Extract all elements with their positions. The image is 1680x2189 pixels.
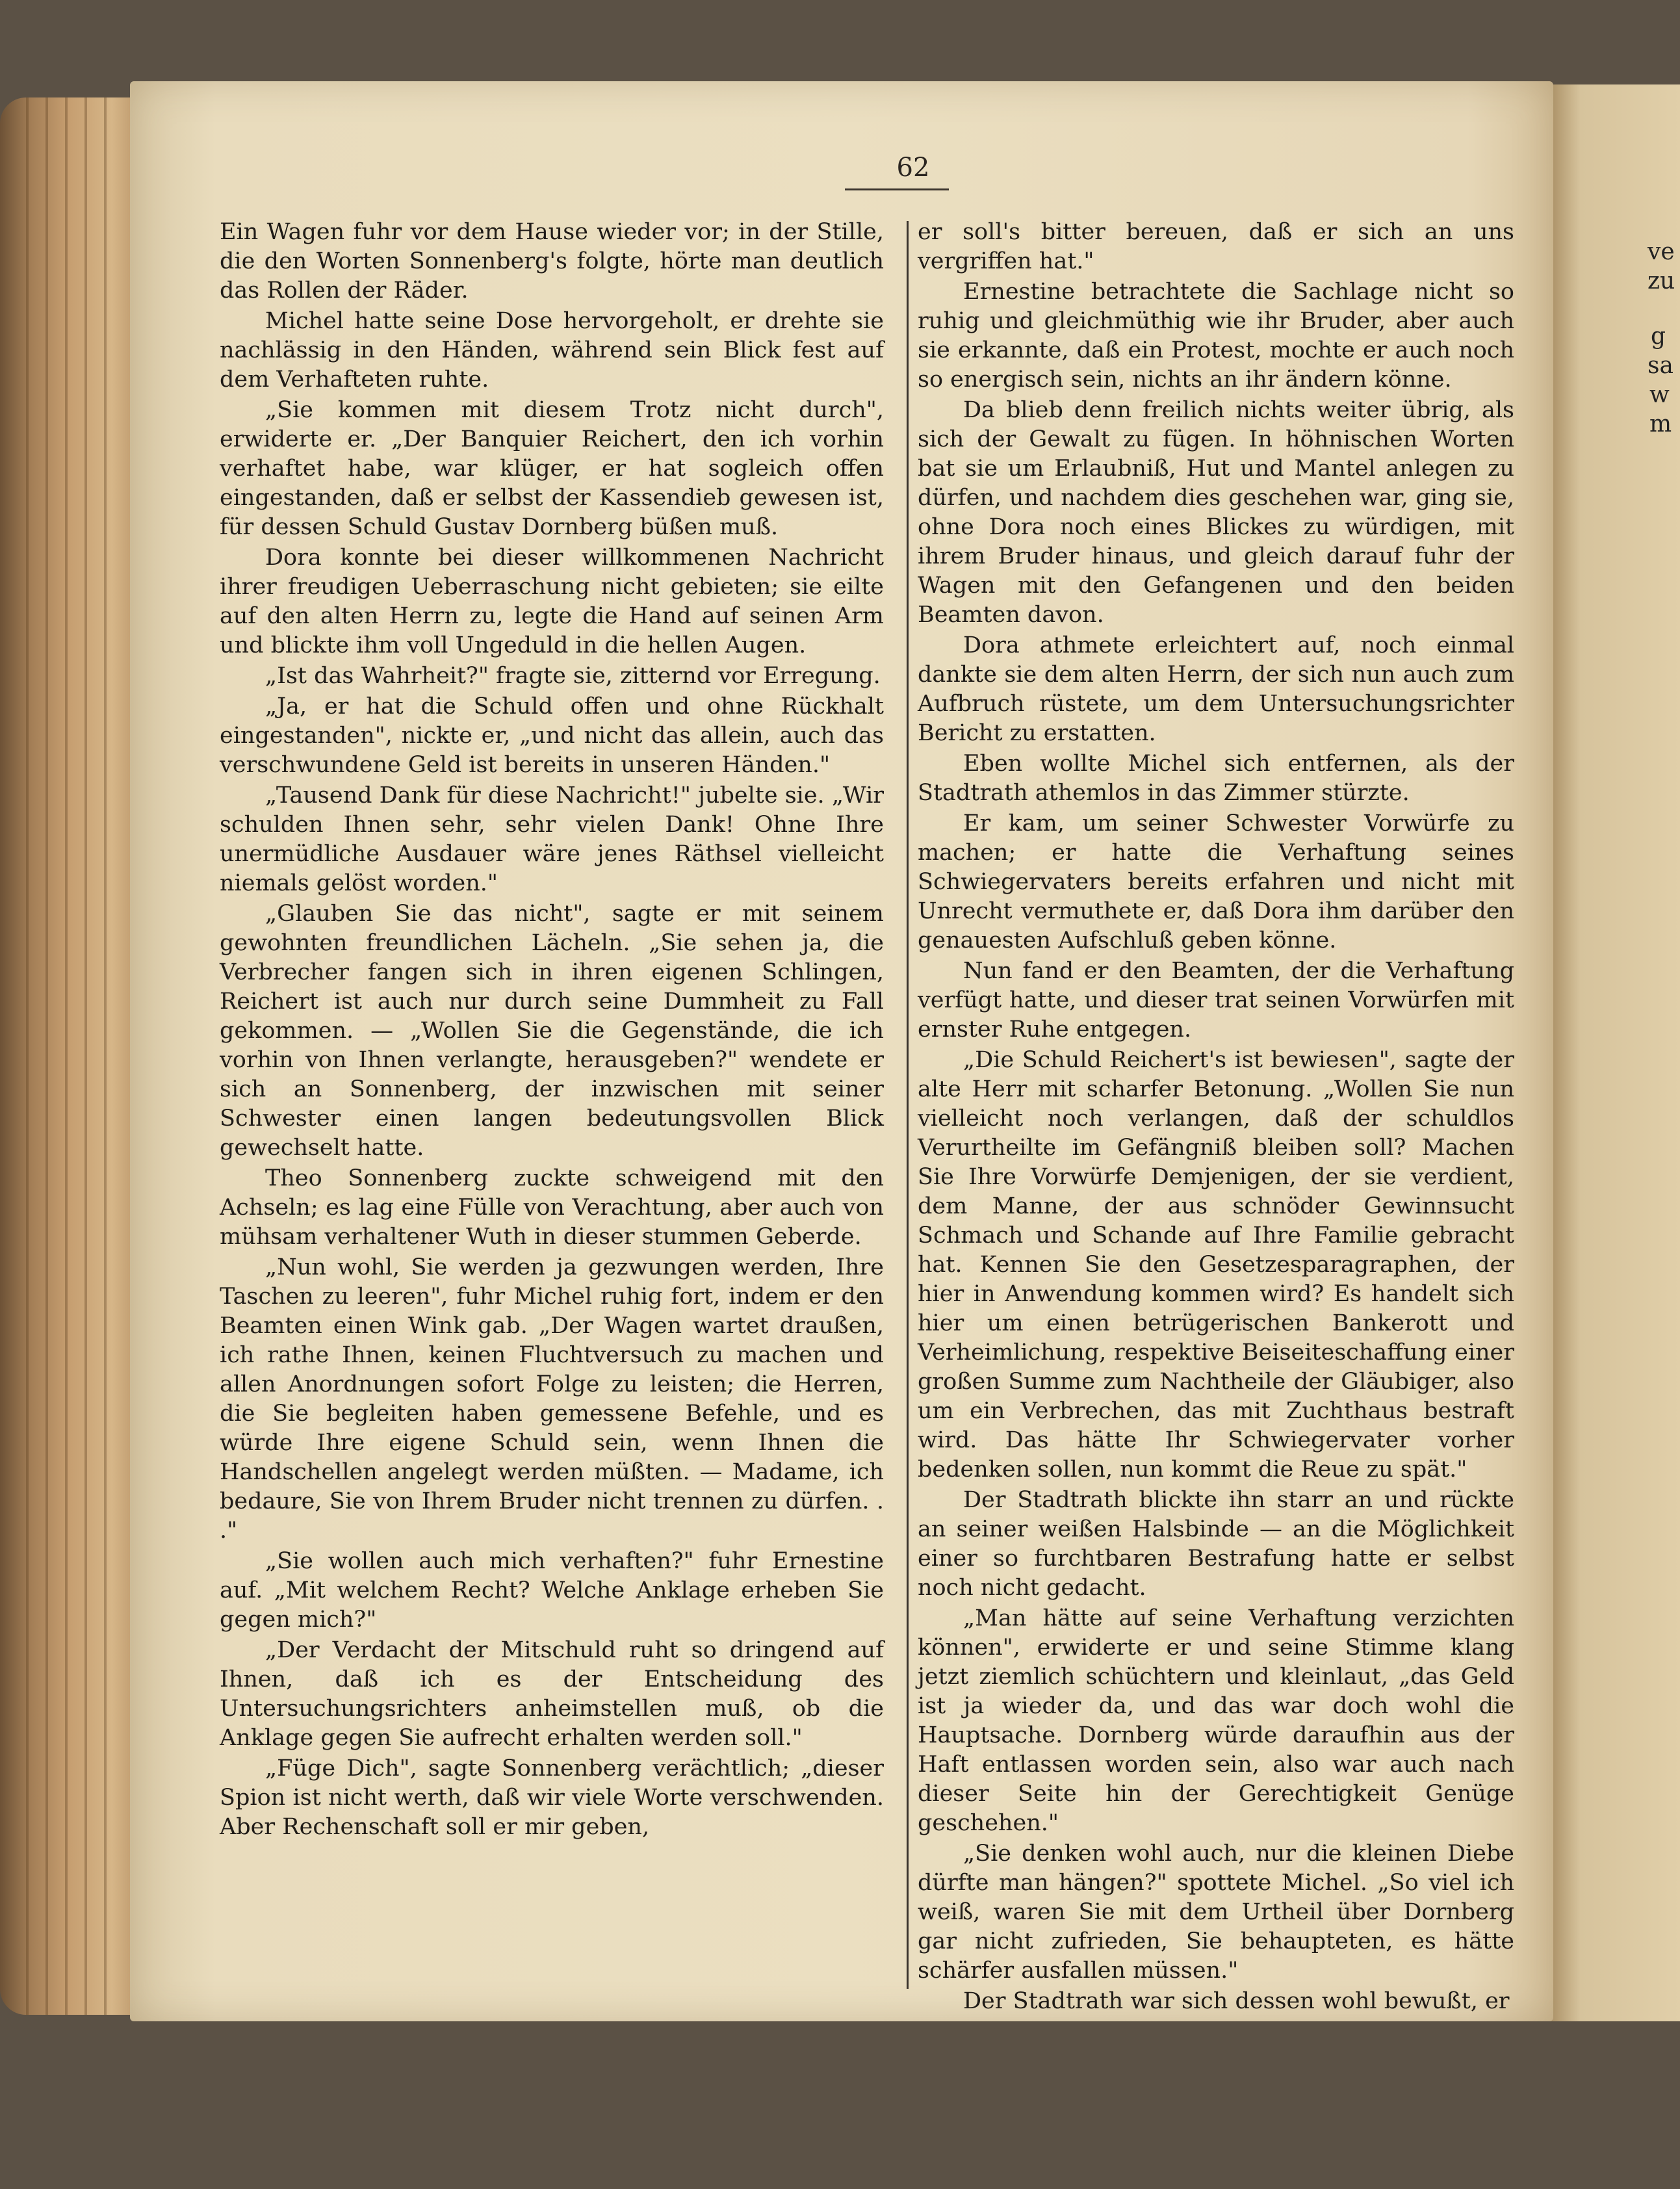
paragraph: „Nun wohl, Sie werden ja gezwungen werden, Ihre Taschen zu leeren", fuhr Michel ruhig fort, indem er den Beamten einen Wink gab. „Der Wagen wartet draußen, ich rathe Ihnen, keinen Fluchtversuch zu machen und allen Anordnungen sofort Folge zu leisten; die Herren, die Sie begleiten haben gemessene Befehle, und es würde Ihre eigene Schuld sein, wenn Ihnen die Handschellen angelegt werden müßten. — Madame, ich bedaure, Sie von Ihrem Bruder nicht trennen zu dürfen. . ." [220, 1254, 884, 1544]
next-page-fragment: m [1649, 411, 1672, 437]
paragraph: Der Stadtrath blickte ihn starr an und rückte an seiner weißen Halsbinde — an die Möglichkeit einer so furchtbaren Bestrafung hatte er selbst noch nicht gedacht. [918, 1487, 1514, 1601]
paragraph: Dora konnte bei dieser willkommenen Nachricht ihrer freudigen Ueberraschung nicht gebieten; sie eilte auf den alten Herrn zu, legte die Hand auf seinen Arm und blickte ihm voll Ungeduld in die hellen Augen. [220, 545, 884, 658]
paragraph: „Die Schuld Reichert's ist bewiesen", sagte der alte Herr mit scharfer Betonung. „Wollen Sie nun vielleicht noch verlangen, daß der schuldlos Verurtheilte im Gefängniß bleiben soll? Machen Sie Ihre Vorwürfe Demjenigen, der sie verdient, dem Manne, der aus schnöder Gewinnsucht Schmach und Schande auf Ihre Familie gebracht hat. Kennen Sie den Gesetzesparagraphen, der hier in Anwendung kommen wird? Es handelt sich hier um einen betrügerischen Bankerott und Verheimlichung, respektive Beiseiteschaffung einer großen Summe zum Nachtheile der Gläubiger, also um ein Verbrechen, das mit Zuchthaus bestraft wird. Das hätte Ihr Schwiegervater vorher bedenken sollen, nun kommt die Reue zu spät." [918, 1047, 1514, 1483]
next-page-fragment: w [1649, 382, 1670, 408]
paragraph: Theo Sonnenberg zuckte schweigend mit den Achseln; es lag eine Fülle von Verachtung, aber auch von mühsam verhaltener Wuth in dieser stummen Geberde. [220, 1165, 884, 1250]
next-page-fragment: ve [1648, 239, 1675, 265]
paragraph: „Tausend Dank für diese Nachricht!" jubelte sie. „Wir schulden Ihnen sehr, sehr vielen Dank! Ohne Ihre unermüdliche Ausdauer wäre jenes Räthsel vielleicht niemals gelöst worden." [220, 783, 884, 896]
paragraph: „Sie denken wohl auch, nur die kleinen Diebe dürfte man hängen?" spottete Michel. „So viel ich weiß, waren Sie mit dem Urtheil über Dornberg gar nicht zufrieden, Sie behaupteten, es hätte schärfer ausfallen müssen." [918, 1841, 1514, 1984]
right-text-column [918, 218, 1514, 2017]
paragraph: „Sie kommen mit diesem Trotz nicht durch", erwiderte er. „Der Banquier Reichert, den ich vorhin verhaftet habe, war klüger, er hat sogleich offen eingestanden, daß er selbst der Kassendieb gewesen ist, für dessen Schuld Gustav Dornberg büßen muß. [220, 397, 884, 540]
paragraph: „Sie wollen auch mich verhaften?" fuhr Ernestine auf. „Mit welchem Recht? Welche Anklage erheben Sie gegen mich?" [220, 1548, 884, 1633]
book-spine [0, 97, 149, 2015]
paragraph: Nun fand er den Beamten, der die Verhaftung verfügt hatte, und dieser trat seinen Vorwürfen mit ernster Ruhe entgegen. [918, 958, 1514, 1043]
paragraph: Da blieb denn freilich nichts weiter übrig, als sich der Gewalt zu fügen. In höhnischen Worten bat sie um Erlaubniß, Hut und Mantel anlegen zu dürfen, und nachdem dies geschehen war, ging sie, ohne Dora noch eines Blickes zu würdigen, mit ihrem Bruder hinaus, und gleich darauf fuhr der Wagen mit den Gefangenen und den beiden Beamten davon. [918, 397, 1514, 628]
paragraph: Michel hatte seine Dose hervorgeholt, er drehte sie nachlässig in den Händen, während sein Blick fest auf dem Verhafteten ruhte. [220, 308, 884, 393]
paragraph: Ein Wagen fuhr vor dem Hause wieder vor; in der Stille, die den Worten Sonnenberg's folgte, hörte man deutlich das Rollen der Räder. [220, 219, 884, 304]
paragraph: Der Stadtrath war sich dessen wohl bewußt, er [963, 1988, 1510, 2014]
paragraph: „Ist das Wahrheit?" fragte sie, zitternd vor Erregung. [265, 663, 881, 689]
paragraph: Ernestine betrachtete die Sachlage nicht so ruhig und gleichmüthig wie ihr Bruder, aber auch sie erkannte, daß ein Protest, mochte er auch noch so energisch sein, nichts an ihr ändern könne. [918, 279, 1514, 393]
paragraph: Dora athmete erleichtert auf, noch einmal dankte sie dem alten Herrn, der sich nun auch zum Aufbruch rüstete, um dem Untersuchungsrichter Bericht zu erstatten. [918, 632, 1514, 746]
page-number: 62 [896, 153, 930, 183]
next-page-fragment: zu [1648, 268, 1675, 294]
header-rule [845, 188, 949, 190]
paragraph: „Ja, er hat die Schuld offen und ohne Rückhalt eingestanden", nickte er, „und nicht das allein, auch das verschwundene Geld ist bereits in unseren Händen." [220, 693, 884, 778]
column-divider [907, 221, 909, 1989]
left-text-column [220, 218, 884, 1843]
paragraph: „Man hätte auf seine Verhaftung verzichten können", erwiderte er und seine Stimme klang jetzt ziemlich schüchtern und kleinlaut, „das Geld ist ja wieder da, und das war doch wohl die Hauptsache. Dornberg würde daraufhin aus der Haft entlassen worden sein, also war auch nach dieser Seite hin der Gerechtigkeit Genüge geschehen." [918, 1605, 1514, 1836]
paragraph: „Der Verdacht der Mitschuld ruht so dringend auf Ihnen, daß ich es der Entscheidung des Untersuchungsrichters anheimstellen muß, ob die Anklage gegen Sie aufrecht erhalten werden soll." [220, 1637, 884, 1751]
paragraph: „Glauben Sie das nicht", sagte er mit seinem gewohnten freundlichen Lächeln. „Sie sehen ja, die Verbrecher fangen sich in ihren eigenen Schlingen, Reichert ist auch nur durch seine Dummheit zu Fall gekommen. — „Wollen Sie die Gegenstände, die ich vorhin von Ihnen verlangte, herausgeben?" wendete er sich an Sonnenberg, der inzwischen mit seiner Schwester einen langen bedeutungsvollen Blick gewechselt hatte. [220, 901, 884, 1161]
next-page-edge [1547, 84, 1680, 2021]
next-page-fragment: g [1651, 323, 1666, 350]
paragraph: Er kam, um seiner Schwester Vorwürfe zu machen; er hatte die Verhaftung seines Schwiegervaters bereits erfahren und nicht mit Unrecht vermuthete er, daß Dora ihm darüber den genauesten Aufschluß geben könne. [918, 810, 1514, 953]
paragraph: „Füge Dich", sagte Sonnenberg verächtlich; „dieser Spion ist nicht werth, daß wir viele Worte verschwenden. Aber Rechenschaft soll er mir geben, [220, 1755, 884, 1840]
next-page-fragment: sa [1648, 352, 1674, 379]
paragraph: Eben wollte Michel sich entfernen, als der Stadtrath athemlos in das Zimmer stürzte. [918, 751, 1514, 806]
paragraph: er soll's bitter bereuen, daß er sich an uns vergriffen hat." [918, 219, 1514, 274]
